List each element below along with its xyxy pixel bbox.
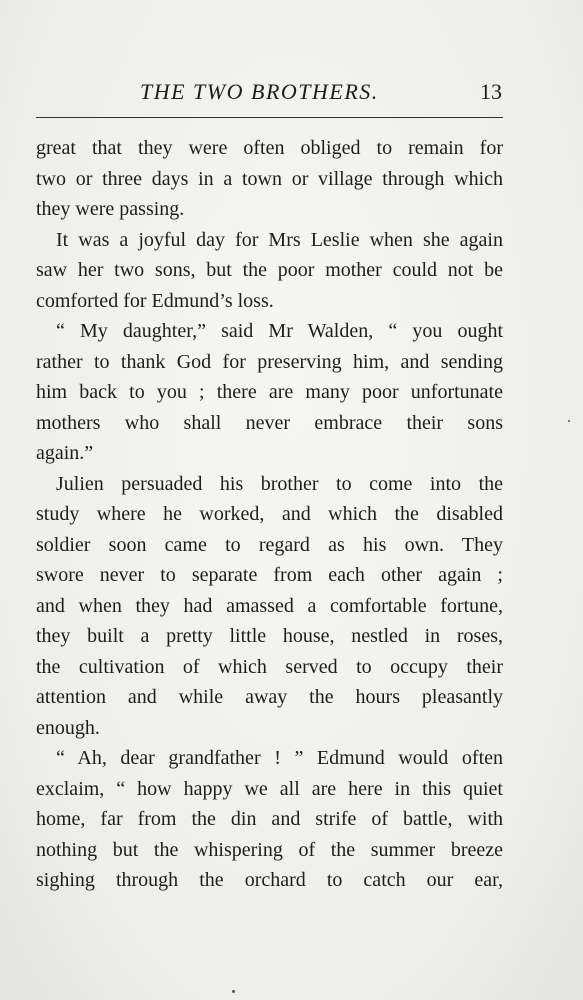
text-line: sighing through the orchard to catch our ear, — [36, 869, 503, 891]
text-line: two or three days in a town or village through which — [36, 167, 503, 190]
text-line: they were passing. — [36, 198, 185, 220]
text-line: “ Ah, dear grandfather ! ” Edmund would often — [56, 747, 503, 769]
text-line: swore never to separate from each other again ; — [36, 564, 503, 586]
text-line: saw her two sons, but the poor mother could not be — [36, 259, 503, 281]
text-line: home, far from the din and strife of battle, with — [36, 808, 503, 830]
text-line: soldier soon came to regard as his own. They — [36, 533, 503, 556]
text-line: rather to thank God for preserving him, and sending — [36, 350, 503, 373]
text-line: exclaim, “ how happy we all are here in this quiet — [36, 777, 503, 800]
text-line: the cultivation of which served to occupy their — [36, 655, 503, 678]
text-line: and when they had amassed a comfortable fortune, — [36, 594, 503, 617]
text-line: mothers who shall never embrace their sons — [36, 411, 503, 434]
text-line: enough. — [36, 716, 100, 739]
text-line: great that they were often obliged to remain for — [36, 137, 503, 159]
text-line: Julien persuaded his brother to come into the — [56, 472, 503, 495]
text-line: they built a pretty little house, nestled in roses, — [36, 625, 503, 647]
running-head — [0, 77, 583, 107]
page-number: 13 — [480, 79, 502, 104]
text-line: It was a joyful day for Mrs Leslie when she again — [56, 228, 503, 251]
header-rule — [36, 117, 503, 118]
body-text — [36, 133, 503, 896]
text-line: attention and while away the hours pleasantly — [36, 686, 503, 708]
paper-speck — [232, 990, 235, 993]
text-line: him back to you ; there are many poor unfortunate — [36, 381, 503, 403]
text-line: again.” — [36, 442, 94, 464]
text-line: “ My daughter,” said Mr Walden, “ you ought — [56, 320, 503, 342]
text-line: study where he worked, and which the disabled — [36, 503, 503, 525]
paper-speck — [568, 420, 570, 422]
running-title: THE TWO BROTHERS. — [140, 79, 379, 104]
text-line: comforted for Edmund’s loss. — [36, 289, 274, 312]
text-line: nothing but the whispering of the summer breeze — [36, 838, 503, 861]
